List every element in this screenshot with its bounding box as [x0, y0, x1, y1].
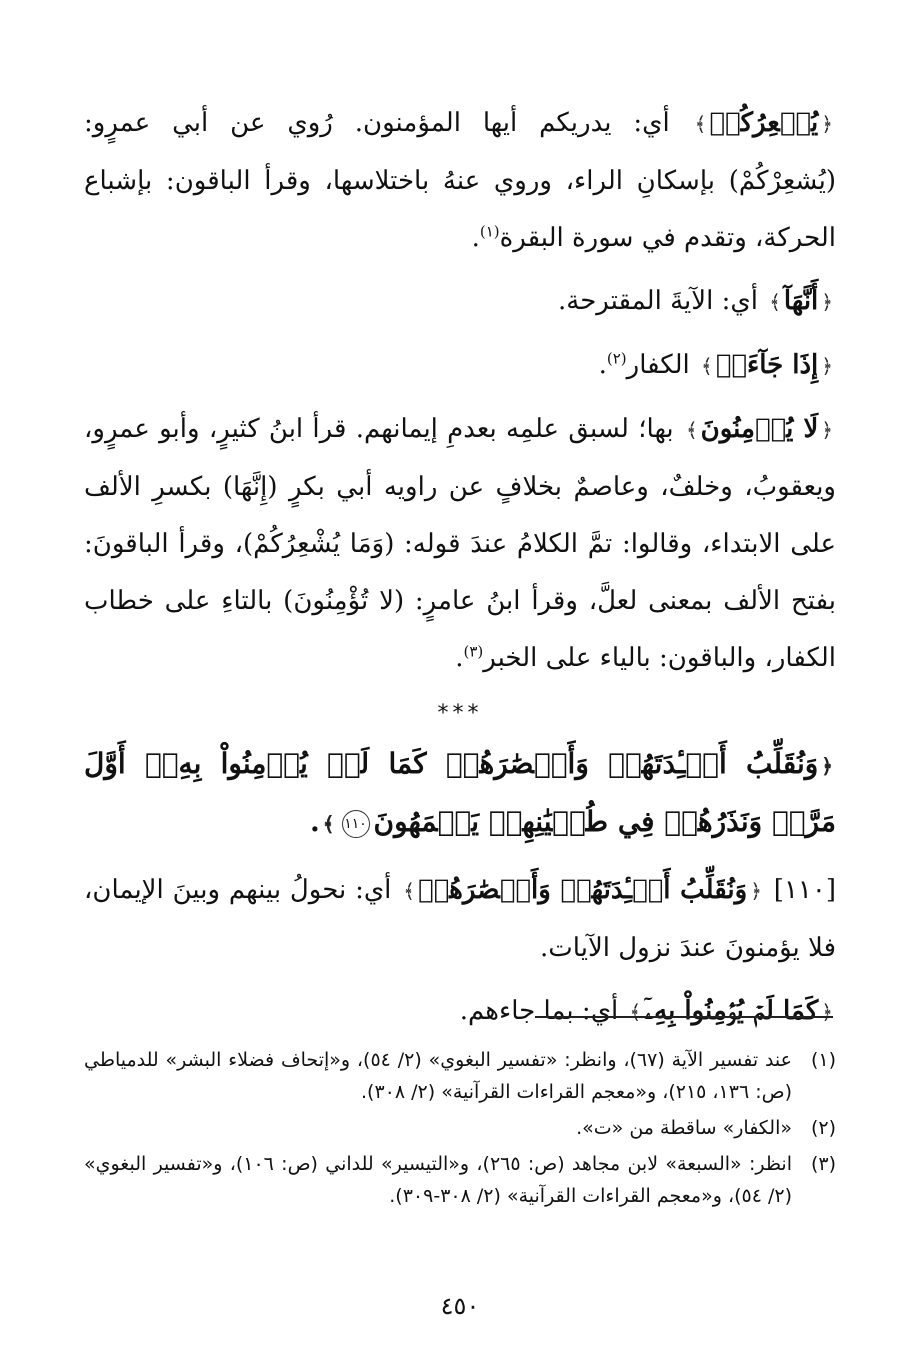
quran-bracket-close: ﴾ [769, 290, 781, 314]
quran-verse [84, 736, 836, 852]
quran-quote: يُشۡعِرُكُمۡ [709, 108, 819, 138]
footnotes [84, 1044, 836, 1216]
sentence-end: . [310, 805, 320, 838]
footnote-3 [84, 1148, 836, 1212]
sentence-end: . [455, 643, 464, 673]
footnote-number: (١) [810, 1049, 836, 1071]
quran-bracket-open: ﴿ [821, 418, 834, 442]
paragraph-4 [84, 401, 836, 687]
footnote-number: (٣) [810, 1153, 836, 1175]
quran-bracket-open: ﴿ [821, 354, 833, 378]
footnote-ref-2[interactable]: (٢) [606, 349, 627, 368]
footnote-text: «الكفار» ساقطة من «ت». [576, 1117, 792, 1139]
footnote-1 [84, 1044, 836, 1108]
quran-quote: كَمَا لَمۡ يُؤۡمِنُواْ بِهِۦٓ [644, 996, 819, 1026]
section-separator: *** [437, 701, 483, 726]
paragraph-text: أي: الآيةَ المقترحة. [558, 286, 767, 316]
verse-label: [١١٠] [773, 875, 836, 905]
paragraph-2 [84, 273, 836, 331]
quran-quote: وَنُقَلِّبُ أَفۡـِٔدَتَهُمۡ وَأَبۡصَٰرَهُمۡ [417, 875, 748, 905]
footnote-text: عند تفسير الآية (٦٧)، وانظر: «تفسير البغوي» (٢/ ٥٤)، و«إتحاف فضلاء البشر» للدمياطي (ص: ١٣٦، ٢١٥)، و«معجم القراءات القرآنية» (٢/ ٣٠٨). [84, 1049, 793, 1103]
ayah-number-marker: ١١٠ [342, 810, 370, 838]
footnote-divider [535, 1016, 833, 1018]
quran-bracket-close: ﴾ [322, 812, 335, 836]
paragraph-1 [84, 95, 836, 267]
paragraph-text: الكفار [626, 350, 699, 380]
paragraph-5 [84, 862, 836, 977]
page-body [84, 95, 836, 1041]
paragraph-text: أي: بما جاءهم. [459, 996, 627, 1026]
footnote-2 [84, 1112, 836, 1144]
paragraph-text: أي: نحولُ بينهم وبينَ الإيمان، فلا يؤمنونَ عندَ نزول الآيات. [84, 875, 836, 963]
footnote-ref-3[interactable]: (٣) [463, 642, 484, 661]
footnote-number: (٢) [810, 1117, 836, 1139]
quran-bracket-open: ﴿ [821, 1000, 833, 1024]
sentence-end: . [471, 223, 480, 253]
quran-bracket-close: ﴾ [629, 1000, 642, 1024]
verse-text: وَنُقَلِّبُ أَفۡـِٔدَتَهُمۡ وَأَبۡصَٰرَهُمۡ كَمَا لَمۡ يُؤۡمِنُواْ بِهِۦٓ أَوَّلَ مَرَّةٖ وَنَذَرُهُمۡ فِي طُغۡيَٰنِهِمۡ يَعۡمَهُونَ [84, 747, 836, 838]
quran-quote: إِذَا جَآءَتۡ [715, 350, 819, 380]
quran-bracket-close: ﴾ [701, 354, 713, 378]
quran-bracket-open: ﴿ [821, 290, 833, 314]
paragraph-6 [84, 983, 836, 1041]
sentence-end: . [598, 350, 607, 380]
page-number: ٤٥٠ [440, 1292, 480, 1320]
paragraph-text: أي: يدريكم أيها المؤمنون. رُوي عن أبي عمرٍو: (يُشعِرْكُمْ) بإسكانِ الراء، وروي عنهُ باختلاسها، وقرأ الباقون: بإشباع الحركة، وتقدم في سورة البقرة [84, 108, 836, 253]
quran-bracket-close: ﴾ [694, 112, 707, 136]
quran-quote: أَنَّهَآ [783, 286, 819, 316]
quran-quote: لَا يُؤۡمِنُونَ [700, 414, 819, 444]
footnote-text: انظر: «السبعة» لابن مجاهد (ص: ٢٦٥)، و«التيسير» للداني (ص: ١٠٦)، و«تفسير البغوي» (٢/ ٥٤)، و«معجم القراءات القرآنية» (٢/ ٣٠٨-٣٠٩). [84, 1153, 792, 1207]
quran-bracket-close: ﴾ [403, 879, 415, 903]
quran-bracket-open: ﴿ [821, 112, 833, 136]
quran-bracket-close: ﴾ [685, 418, 698, 442]
paragraph-text: بها؛ لسبق علمِه بعدمِ إيمانهم. قرأ ابنُ كثيرٍ، وأبو عمرٍو، ويعقوبُ، وخلفٌ، وعاصمٌ بخلافٍ عن راويه أبي بكرٍ (إِنَّهَا) بكسرِ الألف على الابتداء، وقالوا: تمَّ الكلامُ عندَ قوله: (وَمَا يُشْعِرُكُمْ)، وقرأ الباقونَ: بفتح الألف بمعنى لعلَّ، وقرأ ابنُ عامرٍ: (لا تُؤْمِنُونَ) بالتاءِ على خطاب الكفار، والباقون: بالياء على الخبر [84, 414, 836, 673]
paragraph-3 [84, 337, 836, 395]
quran-bracket-open: ﴿ [821, 754, 833, 778]
footnote-ref-1[interactable]: (١) [479, 222, 500, 241]
quran-bracket-open: ﴿ [750, 879, 762, 903]
